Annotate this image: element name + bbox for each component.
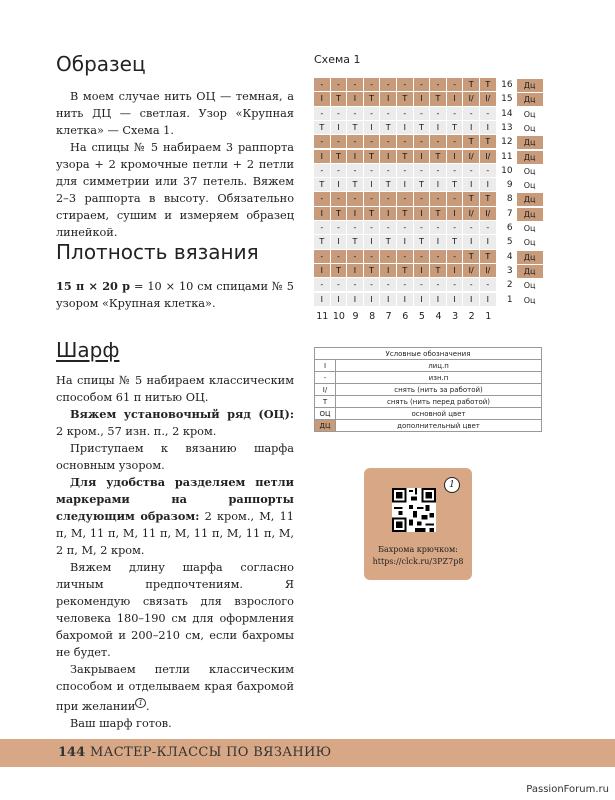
schema-cell: I — [430, 178, 447, 192]
schema-cell: I — [331, 121, 348, 135]
schema-row-number: 5 — [506, 237, 513, 248]
schema-cell: T — [463, 250, 480, 264]
schema-cell: I — [364, 121, 381, 135]
schema-cell: - — [347, 192, 364, 206]
footnote-marker: 1 — [135, 698, 145, 708]
schema-cell: I — [447, 207, 464, 221]
schema-row-color: Дц — [517, 136, 543, 149]
schema-row-color: Дц — [517, 93, 543, 106]
schema-cell: I — [364, 178, 381, 192]
qr-link[interactable]: https://clck.ru/3PZ7p8 — [372, 557, 464, 566]
schema-cell: T — [347, 121, 364, 135]
scarf-p6-end: . — [145, 699, 150, 713]
density-text — [56, 278, 294, 312]
schema-cell: - — [314, 107, 331, 121]
schema-cell: - — [414, 107, 431, 121]
legend-key: ОЦ — [315, 408, 336, 420]
schema-cell: - — [414, 221, 431, 235]
schema-cell: I — [480, 121, 497, 135]
schema-row-number: 3 — [506, 265, 513, 276]
schema-cell: - — [331, 107, 348, 121]
schema-row-color: Оц — [523, 295, 536, 305]
schema-column-number: 7 — [385, 310, 392, 322]
schema-cell: - — [364, 221, 381, 235]
schema-row-color: Дц — [517, 251, 543, 264]
schema-cell: - — [480, 164, 497, 178]
schema-cell: I — [347, 92, 364, 106]
schema-column-number: 10 — [332, 310, 345, 322]
sample-p2: На спицы № 5 набираем 3 раппорта узора + 2 кромочные петли + 2 петли для симметрии или 37 петель. Вяжем 2–3 раппорта в высоту. Обязательно стираем, сушим и измеряем образец линейкой. — [56, 141, 294, 239]
schema-cell: - — [463, 278, 480, 292]
schema-cell: I/ — [480, 92, 497, 106]
schema-cell: T — [414, 178, 431, 192]
schema-row-color: Дц — [517, 79, 543, 92]
schema-cell: T — [447, 178, 464, 192]
schema-cell: T — [430, 264, 447, 278]
schema-cell: - — [314, 192, 331, 206]
schema-cell: - — [430, 164, 447, 178]
schema-cell: - — [364, 135, 381, 149]
schema-cell: I — [331, 178, 348, 192]
density-rest: = 10 × 10 см спицами № 5 узором «Крупная клетка». — [56, 280, 294, 310]
schema-cell: I — [447, 264, 464, 278]
legend-key: I — [315, 360, 336, 372]
schema-cell: I — [447, 92, 464, 106]
schema-cell: - — [314, 278, 331, 292]
schema-cell: I — [430, 293, 447, 307]
schema-cell: I — [347, 150, 364, 164]
schema-cell: I/ — [463, 207, 480, 221]
schema-cell: I/ — [463, 264, 480, 278]
schema-cell: T — [364, 150, 381, 164]
schema-row-number: 1 — [506, 294, 513, 305]
schema-row-color: Дц — [517, 265, 543, 278]
schema-cell: - — [314, 221, 331, 235]
schema-cell: - — [380, 164, 397, 178]
schema-cell: - — [397, 107, 414, 121]
schema-cell: - — [463, 107, 480, 121]
schema-column-number: 2 — [468, 310, 475, 322]
schema-title: Схема 1 — [314, 53, 361, 66]
schema-cell: - — [447, 107, 464, 121]
schema-cell: - — [380, 278, 397, 292]
schema-cell: I — [397, 235, 414, 249]
legend-key: T — [315, 396, 336, 408]
schema-cell: I — [314, 92, 331, 106]
scarf-p2-bold: Вяжем установочный ряд (ОЦ): — [70, 407, 294, 421]
schema-cell: - — [430, 192, 447, 206]
schema-cell: I/ — [480, 150, 497, 164]
qr-code-icon[interactable] — [392, 488, 436, 532]
schema-cell: T — [447, 235, 464, 249]
schema-row-number: 7 — [506, 208, 513, 219]
legend-value: основной цвет — [336, 408, 542, 420]
schema-cell: I/ — [463, 92, 480, 106]
legend-value: снять (нить за работой) — [336, 384, 542, 396]
schema-cell: T — [397, 92, 414, 106]
schema-cell: I/ — [463, 150, 480, 164]
schema-cell: T — [364, 207, 381, 221]
schema-cell: I — [430, 121, 447, 135]
schema-cell: - — [331, 250, 348, 264]
legend-value: изн.п — [336, 372, 542, 384]
schema-cell: - — [347, 107, 364, 121]
schema-cell: - — [447, 78, 464, 92]
schema-cell: - — [397, 164, 414, 178]
schema-cell: I — [414, 150, 431, 164]
schema-cell: - — [314, 250, 331, 264]
schema-cell: I/ — [480, 207, 497, 221]
schema-cell: - — [380, 250, 397, 264]
schema-cell: T — [414, 235, 431, 249]
schema-cell: - — [480, 278, 497, 292]
schema-cell: T — [331, 207, 348, 221]
schema-cell: T — [347, 235, 364, 249]
legend-table — [314, 347, 542, 432]
scarf-text — [56, 372, 294, 732]
schema-cell: I — [463, 121, 480, 135]
sample-p1: В моем случае нить ОЦ — темная, а нить ДЦ — светлая. Узор «Крупная клетка» — Схема 1. — [56, 90, 294, 137]
schema-row-number: 8 — [506, 194, 513, 205]
schema-cell: I — [314, 207, 331, 221]
schema-cell: - — [414, 250, 431, 264]
schema-cell: - — [397, 250, 414, 264]
schema-row-number: 15 — [501, 94, 513, 105]
schema-cell: I — [331, 235, 348, 249]
schema-cell: I — [430, 235, 447, 249]
schema-cell: - — [331, 135, 348, 149]
schema-cell: T — [430, 150, 447, 164]
schema-cell: T — [380, 121, 397, 135]
schema-cell: - — [380, 221, 397, 235]
schema-cell: - — [364, 278, 381, 292]
schema-cell: T — [463, 78, 480, 92]
schema-cell: I — [480, 293, 497, 307]
schema-row-color: Оц — [523, 238, 536, 248]
schema-cell: T — [380, 235, 397, 249]
watermark: PassionForum.ru — [526, 784, 609, 795]
legend-header: Условные обозначения — [315, 348, 542, 360]
schema-cell: I — [447, 293, 464, 307]
schema-cell: I — [463, 178, 480, 192]
schema-column-number: 11 — [316, 310, 329, 322]
schema-column-number: 6 — [402, 310, 409, 322]
legend-key: - — [315, 372, 336, 384]
schema-cell: T — [347, 178, 364, 192]
schema-cell: I — [380, 264, 397, 278]
schema-cell: - — [430, 250, 447, 264]
schema-cell: - — [447, 192, 464, 206]
schema-row-number: 16 — [501, 80, 513, 90]
schema-cell: T — [380, 178, 397, 192]
schema-cell: I — [347, 207, 364, 221]
schema-cell: - — [331, 164, 348, 178]
sample-text — [56, 88, 294, 241]
schema-row-number: 10 — [501, 165, 513, 176]
schema-cell: - — [430, 107, 447, 121]
schema-cell: I — [414, 92, 431, 106]
scarf-p2-text: 2 кром., 57 изн. п., 2 кром. — [56, 425, 217, 438]
section-title-density: Плотность вязания — [56, 240, 259, 264]
schema-cell: I — [380, 207, 397, 221]
schema-cell: T — [430, 92, 447, 106]
schema-cell: - — [447, 221, 464, 235]
schema-cell: I — [397, 121, 414, 135]
footnote-badge: 1 — [444, 477, 460, 493]
schema-column-number: 8 — [369, 310, 376, 322]
schema-cell: - — [331, 192, 348, 206]
schema-cell: I — [314, 150, 331, 164]
scarf-p5: Вяжем длину шарфа согласно личным предпочтениям. Я рекомендую связать для взрослого человека 180–190 см для оформления бахромой и 200–210 см, если бахромы не будет. — [56, 561, 294, 659]
schema-cell: - — [480, 107, 497, 121]
schema-cell: T — [397, 264, 414, 278]
schema-cell: - — [414, 78, 431, 92]
schema-cell: T — [480, 192, 497, 206]
section-title-scarf: Шарф — [56, 338, 120, 362]
schema-row-color: Оц — [523, 109, 536, 119]
schema-cell: - — [397, 192, 414, 206]
density-bold: 15 п × 20 р — [56, 279, 131, 293]
qr-card[interactable] — [364, 468, 472, 580]
schema-cell: - — [380, 78, 397, 92]
schema-cell: - — [331, 278, 348, 292]
scarf-p6: Закрываем петли классическим способом и отделываем края бахромой при желании — [56, 663, 294, 713]
schema-row-number: 2 — [506, 280, 513, 291]
schema-cell: - — [380, 107, 397, 121]
page-number: 144 — [58, 745, 86, 760]
schema-cell: T — [364, 264, 381, 278]
schema-cell: - — [463, 221, 480, 235]
schema-cell: T — [480, 135, 497, 149]
schema-cell: I — [414, 264, 431, 278]
schema-cell: - — [397, 78, 414, 92]
schema-cell: T — [447, 121, 464, 135]
schema-cell: T — [463, 192, 480, 206]
schema-cell: - — [414, 135, 431, 149]
schema-cell: - — [347, 278, 364, 292]
scarf-p7: Ваш шарф готов. — [70, 716, 172, 730]
legend-value: лиц.п — [336, 360, 542, 372]
schema-row-color: Оц — [523, 224, 536, 233]
schema-column-number: 4 — [435, 310, 442, 322]
schema-cell: T — [314, 235, 331, 249]
schema-cell: I — [364, 293, 381, 307]
schema-cell: T — [331, 92, 348, 106]
schema-cell: - — [430, 135, 447, 149]
schema-column-number: 1 — [485, 310, 492, 322]
schema-cell: - — [364, 78, 381, 92]
schema-cell: - — [347, 78, 364, 92]
schema-cell: T — [397, 207, 414, 221]
schema-cell: - — [430, 221, 447, 235]
schema-row-number: 4 — [506, 251, 513, 262]
schema-cell: - — [347, 221, 364, 235]
schema-cell: I — [380, 150, 397, 164]
schema-column-number: 3 — [452, 310, 459, 322]
schema-cell: I — [463, 293, 480, 307]
schema-cell: - — [414, 192, 431, 206]
footer-band — [0, 739, 615, 767]
schema-cell: I — [447, 150, 464, 164]
schema-row-number: 12 — [501, 137, 513, 148]
schema-cell: - — [347, 250, 364, 264]
schema-cell: T — [480, 250, 497, 264]
schema-row-number: 11 — [501, 151, 513, 162]
schema-cell: T — [314, 121, 331, 135]
legend-value: дополнительный цвет — [336, 420, 542, 432]
schema-cell: - — [397, 278, 414, 292]
scarf-p3: Приступаем к вязанию шарфа основным узором. — [56, 442, 294, 472]
schema-cell: I/ — [480, 264, 497, 278]
schema-cell: - — [364, 107, 381, 121]
schema-cell: - — [364, 192, 381, 206]
schema-cell: - — [447, 250, 464, 264]
schema-cell: I — [364, 235, 381, 249]
schema-cell: T — [414, 121, 431, 135]
schema-cell: - — [331, 78, 348, 92]
schema-cell: - — [397, 221, 414, 235]
schema-cell: - — [447, 135, 464, 149]
schema-cell: I — [331, 293, 348, 307]
qr-caption — [364, 544, 472, 568]
schema-row-number: 14 — [501, 108, 513, 119]
schema-cell: - — [480, 221, 497, 235]
schema-cell: - — [414, 164, 431, 178]
schema-cell: I — [480, 178, 497, 192]
schema-cell: I — [463, 235, 480, 249]
schema-cell: - — [397, 135, 414, 149]
footer-title: МАСТЕР-КЛАССЫ ПО ВЯЗАНИЮ — [90, 745, 332, 760]
scarf-p4-text: 2 кром., М, 11 п, М, 11 п, М, 11 п, М, 11 п, М, 11 п, М, 2 п, М, 2 кром. — [56, 510, 294, 557]
legend-key: I/ — [315, 384, 336, 396]
schema-row-number: 9 — [506, 180, 513, 191]
schema-cell: T — [364, 92, 381, 106]
schema-cell: - — [447, 278, 464, 292]
schema-cell: - — [380, 135, 397, 149]
schema-cell: I — [314, 293, 331, 307]
schema-row-color: Дц — [517, 208, 543, 221]
schema-cell: T — [397, 150, 414, 164]
schema-row-color: Дц — [517, 193, 543, 206]
schema-cell: - — [364, 164, 381, 178]
section-title-sample: Образец — [56, 52, 146, 76]
schema-row-color: Оц — [523, 166, 536, 176]
legend-value: снять (нить перед работой) — [336, 396, 542, 408]
schema-cell: T — [331, 150, 348, 164]
scarf-p1: На спицы № 5 набираем классическим способом 61 п нитью ОЦ. — [56, 374, 294, 404]
schema-row-color: Дц — [517, 151, 543, 164]
schema-cell: - — [430, 278, 447, 292]
schema-cell: T — [480, 78, 497, 92]
schema-cell: - — [364, 250, 381, 264]
legend-key: ДЦ — [315, 420, 336, 432]
schema-cell: I — [414, 293, 431, 307]
schema-row-number: 13 — [501, 122, 513, 133]
schema-cell: - — [314, 135, 331, 149]
schema-column-number: 9 — [352, 310, 359, 322]
schema-cell: - — [447, 164, 464, 178]
schema-cell: - — [414, 278, 431, 292]
schema-cell: I — [347, 293, 364, 307]
qr-caption-title: Бахрома крючком: — [378, 545, 458, 554]
schema-cell: - — [380, 192, 397, 206]
scarf-p4-bold: Для удобства разделяем петли маркерами на раппорты следующим образом: — [56, 475, 294, 523]
schema-cell: - — [347, 135, 364, 149]
schema-column-number: 5 — [418, 310, 425, 322]
schema-cell: - — [463, 164, 480, 178]
schema-cell: I — [380, 92, 397, 106]
schema-row-color: Оц — [523, 181, 536, 191]
schema-cell: T — [314, 178, 331, 192]
schema-cell: I — [397, 178, 414, 192]
schema-cell: T — [331, 264, 348, 278]
schema-cell: - — [331, 221, 348, 235]
schema-cell: - — [347, 164, 364, 178]
schema-row-number: 6 — [506, 223, 513, 233]
schema-cell: T — [463, 135, 480, 149]
schema-cell: I — [314, 264, 331, 278]
schema-cell: - — [314, 78, 331, 92]
schema-cell: - — [430, 78, 447, 92]
schema-cell: - — [314, 164, 331, 178]
schema-cell: I — [414, 207, 431, 221]
schema-cell: I — [347, 264, 364, 278]
schema-cell: I — [397, 293, 414, 307]
schema-cell: I — [380, 293, 397, 307]
schema-cell: T — [430, 207, 447, 221]
schema-row-color: Оц — [523, 281, 536, 291]
schema-row-color: Оц — [523, 123, 536, 133]
schema-cell: I — [480, 235, 497, 249]
